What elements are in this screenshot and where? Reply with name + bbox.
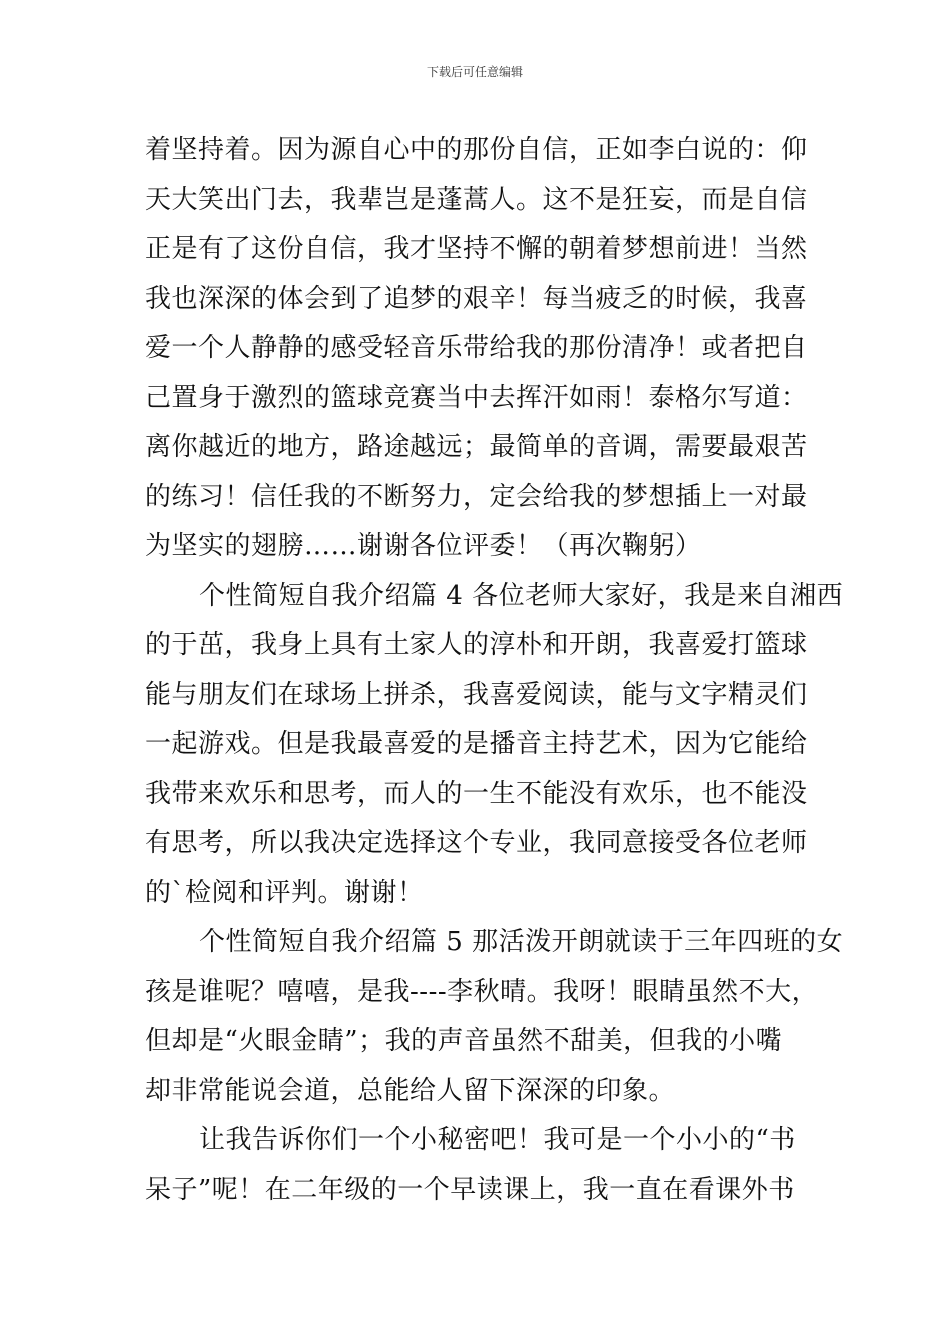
text-line: 为坚实的翅膀……谢谢各位评委！（再次鞠躬） bbox=[145, 531, 702, 561]
text-line: 孩是谁呢？嘻嘻，是我----李秋晴。我呀！眼睛虽然不大， bbox=[145, 976, 819, 1007]
paragraph-start-line: 个性简短自我介绍篇 5 那活泼开朗就读于三年四班的女 bbox=[199, 927, 844, 957]
text-line: 己置身于激烈的篮球竞赛当中去挥汗如雨！泰格尔写道： bbox=[145, 382, 808, 413]
text-line: 的于茁，我身上具有土家人的淳朴和开朗，我喜爱打篮球 bbox=[145, 630, 808, 660]
text-line: 能与朋友们在球场上拼杀，我喜爱阅读，能与文字精灵们 bbox=[145, 679, 808, 710]
text-line: 爱一个人静静的感受轻音乐带给我的那份清净！或者把自 bbox=[145, 333, 808, 363]
paragraph-start-line: 让我告诉你们一个小秘密吧！我可是一个小小的“书 bbox=[199, 1125, 796, 1155]
paragraph-start-line: 个性简短自我介绍篇 4 各位老师大家好，我是来自湘西 bbox=[199, 580, 844, 611]
text-line: 的练习！信任我的不断努力，定会给我的梦想插上一对最 bbox=[145, 481, 808, 512]
document-body bbox=[145, 126, 844, 1215]
text-line: 的`检阅和评判。谢谢！ bbox=[145, 877, 424, 908]
page-header: 下载后可任意编辑 bbox=[426, 65, 523, 79]
text-line: 着坚持着。因为源自心中的那份自信，正如李白说的：仰 bbox=[145, 135, 808, 165]
text-line: 呆子”呢！在二年级的一个早读课上，我一直在看课外书 bbox=[145, 1174, 795, 1205]
text-line: 但却是“火眼金睛”；我的声音虽然不甜美，但我的小嘴 bbox=[145, 1026, 783, 1056]
text-line: 离你越近的地方，路途越远；最简单的音调，需要最艰苦 bbox=[145, 432, 808, 462]
text-line: 有思考，所以我决定选择这个专业，我同意接受各位老师 bbox=[145, 828, 808, 858]
text-line: 我也深深的体会到了追梦的艰辛！每当疲乏的时候，我喜 bbox=[145, 283, 808, 314]
text-line: 天大笑出门去，我辈岂是蓬蒿人。这不是狂妄，而是自信 bbox=[145, 184, 808, 215]
text-line: 我带来欢乐和思考，而人的一生不能没有欢乐，也不能没 bbox=[145, 778, 808, 809]
text-line: 却非常能说会道，总能给人留下深深的印象。 bbox=[145, 1075, 676, 1106]
text-line: 正是有了这份自信，我才坚持不懈的朝着梦想前进！当然 bbox=[145, 234, 808, 264]
text-line: 一起游戏。但是我最喜爱的是播音主持艺术，因为它能给 bbox=[145, 729, 808, 759]
